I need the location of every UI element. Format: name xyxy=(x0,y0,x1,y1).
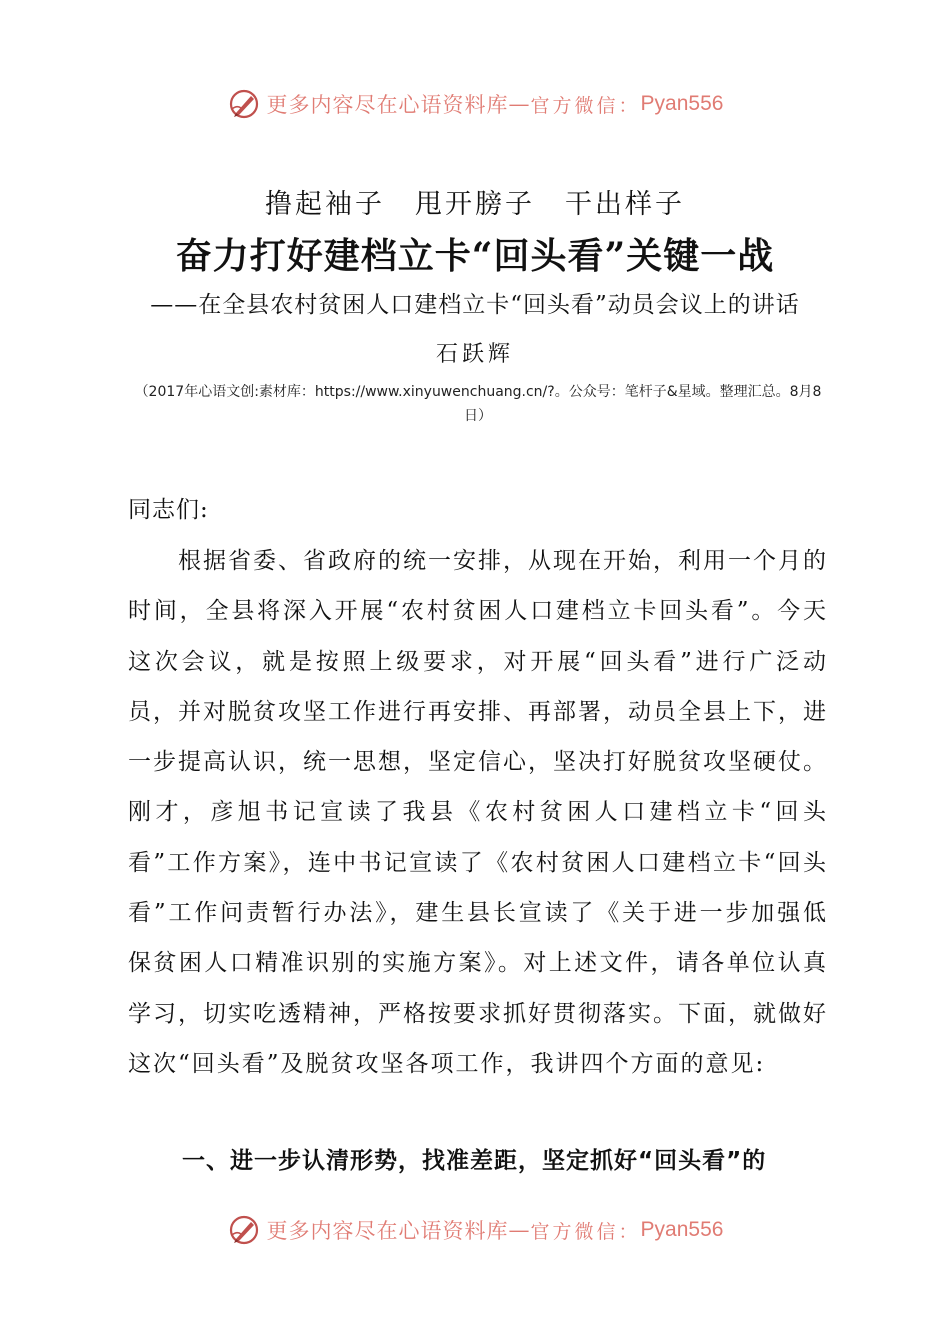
watermark-site-text: 更多内容尽在心语资料库 xyxy=(266,1219,509,1243)
section-heading-1: 一、进一步认清形势，找准差距，坚定抓好“回头看”的 xyxy=(182,1148,767,1174)
document-subtitle-slogan: 撸起袖子 甩开膀子 干出样子 xyxy=(265,189,685,220)
document-sub-heading: ——在全县农村贫困人口建档立卡“回头看”动员会议上的讲话 xyxy=(150,292,800,318)
watermark-separator: — xyxy=(508,92,531,116)
watermark-label: 官方微信： xyxy=(530,94,641,117)
salutation: 同志们: xyxy=(128,497,209,523)
body-paragraph: 根据省委、省政府的统一安排，从现在开始，利用一个月的时间，全县将深入开展“农村贫困人口建档立卡回头看”。今天这次会议，就是按照上级要求，对开展“回头看”进行广泛动员，并对脱贫攻坚工作进行再安排、再部署，动员全县上下，进一步提高认识，统一思想，坚定信心，坚决打好脱贫攻坚硬仗。刚才，彦旭书记宣读了我县《农村贫困人口建档立卡“回头看”工作方案》，连中书记宣读了《农村贫困人口建档立卡“回头看”工作问责暂行办法》，建生县长宣读了《关于进一步加强低保贫困人口精准识别的实施方案》。对上述文件，请各单位认真学习，切实吃透精神，严格按要求抓好贯彻落实。下面，就做好这次“回头看”及脱贫攻坚各项工作，我讲四个方面的意见: xyxy=(128,548,828,1077)
document-title: 奋力打好建档立卡“回头看”关键一战 xyxy=(175,235,775,277)
pen-logo-icon xyxy=(227,87,261,121)
pen-logo-icon xyxy=(227,1213,261,1247)
watermark-wechat-id: Pyan556 xyxy=(640,1218,724,1241)
watermark-wechat-id: Pyan556 xyxy=(640,92,724,115)
source-note: （2017年心语文创:素材库：https://www.xinyuwenchuang.cn/?。公众号：笔杆子&星域。整理汇总。8月8日） xyxy=(134,384,822,424)
watermark-footer xyxy=(0,1210,950,1250)
watermark-label: 官方微信： xyxy=(530,1220,641,1243)
watermark-site-text: 更多内容尽在心语资料库 xyxy=(266,93,509,117)
document-author: 石跃辉 xyxy=(435,342,514,367)
watermark-header xyxy=(0,84,950,124)
watermark-separator: — xyxy=(508,1218,531,1242)
